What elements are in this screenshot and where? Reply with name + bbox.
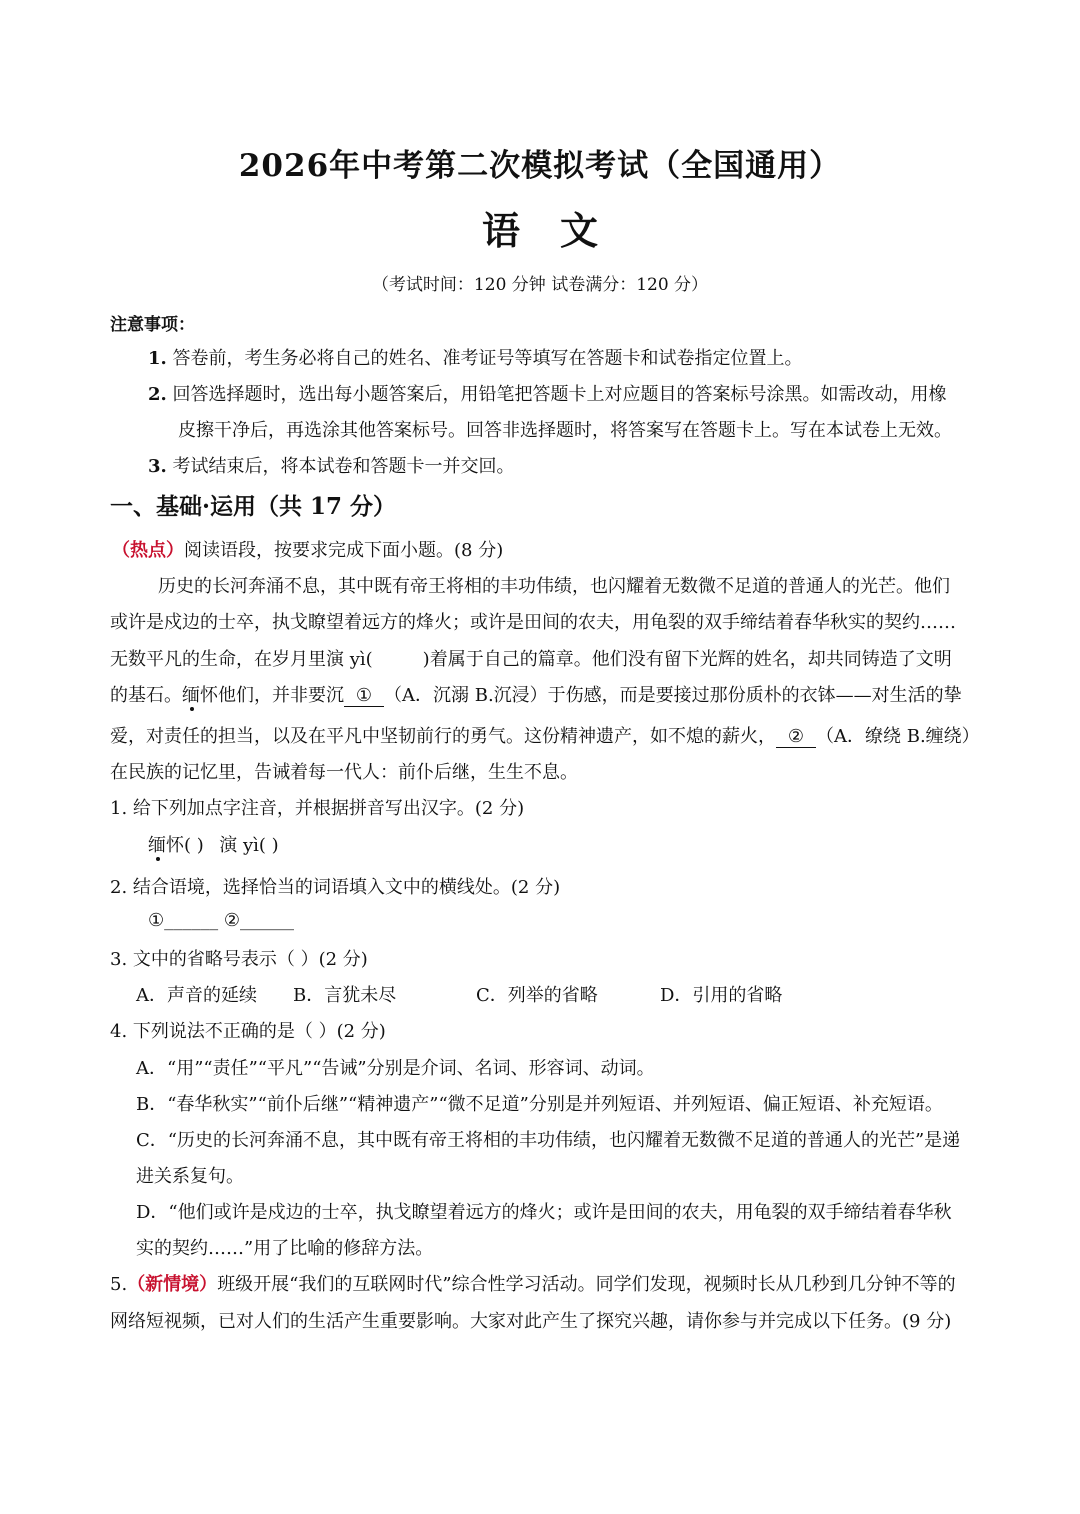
question-3-option-c[interactable]: C．列举的省略 <box>476 985 598 1006</box>
notice-item-1 <box>148 344 803 370</box>
intro-text: 阅读语段，按要求完成下面小题。(8 分) <box>184 540 504 561</box>
hot-tag: （热点） <box>112 540 184 561</box>
question-3-option-b[interactable]: B．言犹未尽 <box>293 985 397 1006</box>
notice-item-number: 3. <box>148 456 167 477</box>
answer-a[interactable]: 怀( ) <box>166 835 204 856</box>
notice-heading: 注意事项： <box>110 315 195 335</box>
question-4-option-d-cont: 实的契约……”用了比喻的修辞方法。 <box>136 1238 434 1259</box>
question-5-line-2: 网络短视频，已对人们的生活产生重要影响。大家对此产生了探究兴趣，请你参与并完成以下任务。(9 分) <box>110 1311 952 1332</box>
new-context-tag: （新情境） <box>127 1274 218 1295</box>
passage-text: （A．沉溺 B.沉浸）于伤感，而是要接过那份质朴的衣钵——对生活的挚 <box>384 685 962 706</box>
question-3-option-d[interactable]: D．引用的省略 <box>660 985 783 1006</box>
passage-text: 的基石。 <box>110 685 182 706</box>
passage-text: （A．缭绕 B.缠绕） <box>816 726 980 747</box>
passage-line-5 <box>110 722 980 748</box>
question-4-option-c[interactable]: C．“历史的长河奔涌不息，其中既有帝王将相的丰功伟绩，也闪耀着无数微不足道的普通人的光芒”是递 <box>136 1130 961 1151</box>
notice-item-text: 考试结束后，将本试卷和答题卡一并交回。 <box>172 456 515 477</box>
passage-text: )着属于自己的篇章。他们没有留下光辉的姓名，却共同铸造了文明 <box>422 649 952 670</box>
question-2-answers[interactable]: ①______ ②______ <box>148 910 294 931</box>
question-4-option-b[interactable]: B．“春华秋实”“前仆后继”“精神遗产”“微不足道”分别是并列短语、并列短语、偏正短语、补充短语。 <box>136 1094 943 1115</box>
question-3-stem: 3. 文中的省略号表示（ ）(2 分) <box>110 949 368 970</box>
notice-item-text: 答卷前，考生务必将自己的姓名、准考证号等填写在答题卡和试卷指定位置上。 <box>172 348 803 369</box>
notice-item-2-cont: 皮擦干净后，再选涂其他答案标号。回答非选择题时，将答案写在答题卡上。写在本试卷上无效。 <box>178 420 952 441</box>
section-heading: 一、基础·运用（共 17 分） <box>110 493 397 520</box>
question-1-stem: 1. 给下列加点字注音，并根据拼音写出汉字。(2 分) <box>110 798 525 819</box>
passage-line-4 <box>110 681 962 707</box>
notice-item-3 <box>148 452 515 478</box>
notice-item-2 <box>148 380 947 406</box>
question-3-option-a[interactable]: A．声音的延续 <box>136 985 257 1006</box>
passage-line-1: 历史的长河奔涌不息，其中既有帝王将相的丰功伟绩，也闪耀着无数微不足道的普通人的光芒。他们 <box>158 576 950 597</box>
exam-title: 2026年中考第二次模拟考试（全国通用） <box>238 148 842 184</box>
question-2-stem: 2. 结合语境，选择恰当的词语填入文中的横线处。(2 分) <box>110 877 561 898</box>
passage-text: 怀他们，并非要沉 <box>200 685 344 706</box>
question-5-line-1 <box>110 1270 956 1296</box>
passage-line-3 <box>110 645 952 671</box>
section-intro <box>112 536 503 562</box>
passage-line-6: 在民族的记忆里，告诫着每一代人：前仆后继，生生不息。 <box>110 762 578 783</box>
passage-text: 无数平凡的生命，在岁月里演 yì( <box>110 649 373 670</box>
answer-b[interactable]: 演 yì( ) <box>219 835 279 856</box>
question-5-text: 班级开展“我们的互联网时代”综合性学习活动。同学们发现，视频时长从几秒到几分钟不等的 <box>217 1274 956 1295</box>
passage-text: 爱，对责任的担当，以及在平凡中坚韧前行的勇气。这份精神遗产，如不熄的薪火， <box>110 726 776 747</box>
notice-item-number: 1. <box>148 348 167 369</box>
notice-item-number: 2. <box>148 384 167 405</box>
notice-item-text: 回答选择题时，选出每小题答案后，用铅笔把答题卡上对应题目的答案标号涂黑。如需改动，用橡 <box>172 384 947 405</box>
question-5-number: 5. <box>110 1274 128 1295</box>
question-4-option-c-cont: 进关系复句。 <box>136 1166 244 1187</box>
subject-title: 语文 <box>481 208 638 253</box>
blank-1[interactable]: ① <box>344 685 384 707</box>
question-4-option-d[interactable]: D．“他们或许是戍边的士卒，执戈瞭望着远方的烽火；或许是田间的农夫，用龟裂的双手缔结着春华秋 <box>136 1202 952 1223</box>
dotted-character: 缅 <box>182 685 200 706</box>
passage-line-2: 或许是戍边的士卒，执戈瞭望着远方的烽火；或许是田间的农夫，用龟裂的双手缔结着春华秋实的契约…… <box>110 612 956 633</box>
question-1-answers <box>148 831 279 857</box>
exam-meta: （考试时间：120 分钟 试卷满分：120 分） <box>371 275 709 295</box>
dotted-character: 缅 <box>148 835 166 856</box>
question-4-option-a[interactable]: A．“用”“责任”“平凡”“告诫”分别是介词、名词、形容词、动词。 <box>136 1058 655 1079</box>
question-4-stem: 4. 下列说法不正确的是（ ）(2 分) <box>110 1021 386 1042</box>
blank-2[interactable]: ② <box>776 726 816 748</box>
